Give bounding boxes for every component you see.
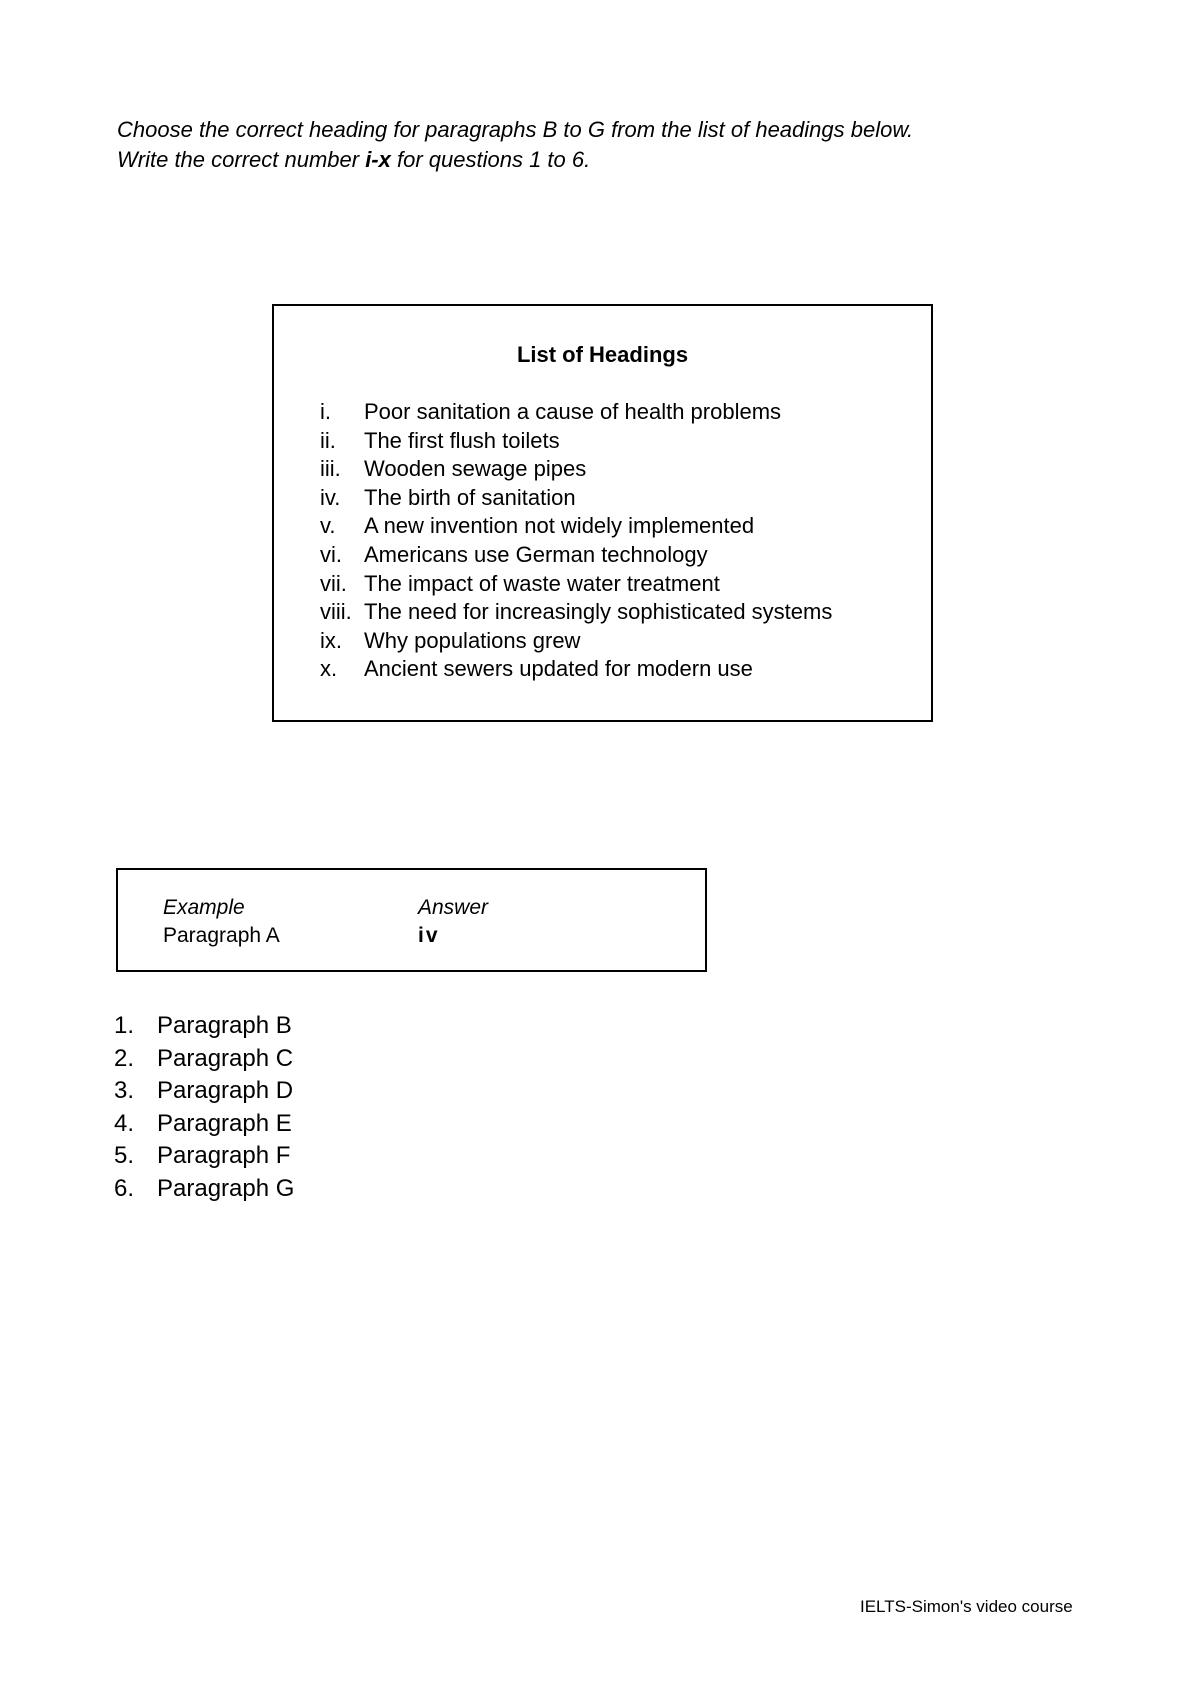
question-list bbox=[114, 1010, 294, 1205]
heading-number: viii. bbox=[320, 599, 352, 625]
headings-list bbox=[320, 398, 832, 684]
question-text: Paragraph D bbox=[157, 1077, 294, 1104]
heading-item bbox=[320, 570, 832, 599]
instruction-range: i-x bbox=[365, 147, 391, 172]
question-item bbox=[114, 1108, 294, 1141]
heading-text: Poor sanitation a cause of health problems bbox=[364, 399, 782, 424]
question-number: 2. bbox=[114, 1044, 135, 1072]
instruction-line-2-prefix: Write the correct number bbox=[117, 147, 366, 172]
question-number: 1. bbox=[114, 1012, 135, 1039]
heading-number: x. bbox=[320, 656, 338, 682]
heading-item bbox=[320, 512, 832, 541]
instruction-line-2-suffix: for questions 1 to 6. bbox=[390, 147, 591, 172]
footer-credit: IELTS-Simon's video course bbox=[860, 1597, 1073, 1616]
heading-item bbox=[320, 398, 832, 427]
question-number: 4. bbox=[114, 1109, 135, 1137]
answer-heading: Answer bbox=[418, 896, 489, 919]
heading-text: Ancient sewers updated for modern use bbox=[364, 656, 753, 682]
question-text: Paragraph E bbox=[157, 1109, 292, 1137]
heading-text: The impact of waste water treatment bbox=[364, 570, 720, 596]
question-number: 3. bbox=[114, 1077, 135, 1104]
instruction-line-1: Choose the correct heading for paragraphs B to G from the list of headings below. bbox=[117, 117, 914, 142]
question-item bbox=[114, 1140, 294, 1173]
question-item bbox=[114, 1075, 294, 1108]
heading-number: v. bbox=[320, 513, 336, 539]
heading-item bbox=[320, 427, 832, 456]
heading-text: Americans use German technology bbox=[364, 541, 708, 567]
example-heading: Example bbox=[163, 896, 245, 919]
heading-number: i. bbox=[320, 399, 331, 424]
heading-number: vii. bbox=[320, 570, 347, 596]
question-item bbox=[114, 1010, 294, 1043]
heading-number: ii. bbox=[320, 427, 336, 453]
question-number: 6. bbox=[114, 1174, 135, 1202]
heading-text: A new invention not widely implemented bbox=[364, 513, 755, 539]
question-text: Paragraph B bbox=[157, 1012, 292, 1039]
heading-item bbox=[320, 598, 832, 627]
example-box bbox=[116, 868, 707, 972]
heading-number: ix. bbox=[320, 627, 342, 653]
heading-text: Wooden sewage pipes bbox=[364, 456, 587, 482]
question-number: 5. bbox=[114, 1142, 135, 1169]
heading-text: The first flush toilets bbox=[364, 427, 560, 453]
example-answer: iv bbox=[418, 924, 440, 947]
headings-title: List of Headings bbox=[516, 342, 689, 367]
question-text: Paragraph F bbox=[157, 1142, 291, 1169]
question-item bbox=[114, 1043, 294, 1076]
heading-number: vi. bbox=[320, 541, 342, 567]
question-item bbox=[114, 1173, 294, 1206]
heading-item bbox=[320, 655, 832, 684]
heading-text: Why populations grew bbox=[364, 627, 581, 653]
heading-item bbox=[320, 541, 832, 570]
example-answer-column bbox=[418, 894, 488, 950]
example-label-column bbox=[163, 894, 280, 950]
question-text: Paragraph C bbox=[157, 1044, 294, 1072]
instructions bbox=[117, 115, 913, 175]
instruction-line-2 bbox=[117, 145, 913, 175]
heading-item bbox=[320, 455, 832, 484]
list-of-headings-box bbox=[272, 304, 933, 722]
heading-number: iii. bbox=[320, 456, 341, 482]
heading-item bbox=[320, 627, 832, 656]
question-text: Paragraph G bbox=[157, 1174, 295, 1202]
heading-text: The birth of sanitation bbox=[364, 484, 576, 510]
heading-number: iv. bbox=[320, 484, 341, 510]
heading-item bbox=[320, 484, 832, 513]
heading-text: The need for increasingly sophisticated systems bbox=[364, 599, 833, 625]
example-paragraph: Paragraph A bbox=[163, 924, 280, 947]
